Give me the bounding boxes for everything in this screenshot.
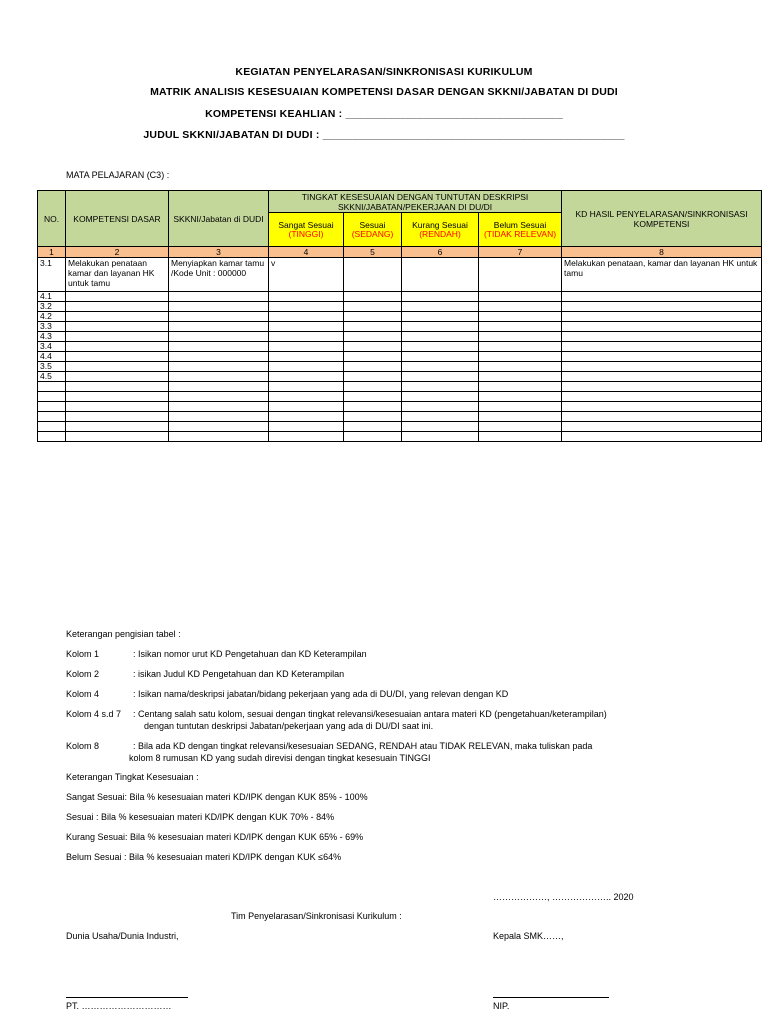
cell-kd-hasil[interactable]	[562, 372, 762, 382]
table-row	[38, 412, 762, 422]
cell-kompetensi-dasar[interactable]	[66, 372, 169, 382]
cell-skkni[interactable]	[169, 422, 269, 432]
keterangan-title: Keterangan pengisian tabel :	[66, 629, 181, 639]
table-row	[38, 382, 762, 392]
table-row	[38, 258, 762, 292]
cell-kd-hasil[interactable]	[562, 432, 762, 442]
cell-belum-sesuai[interactable]	[479, 422, 562, 432]
cell-sangat-sesuai[interactable]	[269, 422, 344, 432]
cell-kurang-sesuai[interactable]	[402, 392, 479, 402]
cell-sangat-sesuai[interactable]: v	[269, 258, 344, 292]
cell-belum-sesuai[interactable]	[479, 312, 562, 322]
cell-no[interactable]: 4.1	[38, 292, 66, 302]
cell-kurang-sesuai[interactable]	[402, 342, 479, 352]
cell-belum-sesuai[interactable]	[479, 258, 562, 292]
cell-kompetensi-dasar[interactable]: Melakukan penataan kamar dan layanan HK untuk tamu	[66, 258, 169, 292]
header-sesuai: Sesuai (SEDANG)	[344, 213, 402, 247]
column-number: 3	[169, 247, 269, 258]
table-row	[38, 392, 762, 402]
cell-kurang-sesuai[interactable]	[402, 402, 479, 412]
signature-left-name: PT. …………………………	[66, 1001, 172, 1011]
table-row	[38, 362, 762, 372]
cell-kurang-sesuai[interactable]	[402, 258, 479, 292]
cell-no[interactable]	[38, 422, 66, 432]
header-kompetensi-dasar: KOMPETENSI DASAR	[66, 191, 169, 247]
cell-no[interactable]: 3.4	[38, 342, 66, 352]
cell-no[interactable]: 3.3	[38, 322, 66, 332]
cell-kompetensi-dasar[interactable]	[66, 362, 169, 372]
column-number: 2	[66, 247, 169, 258]
cell-kompetensi-dasar[interactable]	[66, 292, 169, 302]
cell-sangat-sesuai[interactable]	[269, 302, 344, 312]
cell-sangat-sesuai[interactable]	[269, 352, 344, 362]
signature-right-name: NIP.	[493, 1001, 510, 1011]
cell-sesuai[interactable]	[344, 422, 402, 432]
doc-title-line1: KEGIATAN PENYELARASAN/SINKRONISASI KURIKULUM	[235, 66, 533, 78]
tingkat-title: Keterangan Tingkat Kesesuaian :	[66, 772, 199, 782]
table-row	[38, 342, 762, 352]
cell-sesuai[interactable]	[344, 392, 402, 402]
cell-kd-hasil[interactable]	[562, 422, 762, 432]
cell-sesuai[interactable]	[344, 382, 402, 392]
cell-sesuai[interactable]	[344, 332, 402, 342]
cell-belum-sesuai[interactable]	[479, 292, 562, 302]
cell-no[interactable]: 4.4	[38, 352, 66, 362]
cell-kompetensi-dasar[interactable]	[66, 352, 169, 362]
cell-kurang-sesuai[interactable]	[402, 302, 479, 312]
cell-kd-hasil[interactable]	[562, 362, 762, 372]
cell-skkni[interactable]	[169, 312, 269, 322]
cell-kompetensi-dasar[interactable]	[66, 302, 169, 312]
cell-no[interactable]: 3.2	[38, 302, 66, 312]
table-row	[38, 302, 762, 312]
cell-kd-hasil[interactable]	[562, 312, 762, 322]
cell-belum-sesuai[interactable]	[479, 332, 562, 342]
cell-belum-sesuai[interactable]	[479, 342, 562, 352]
cell-kd-hasil[interactable]: Melakukan penataan, kamar dan layanan HK untuk tamu	[562, 258, 762, 292]
column-number: 8	[562, 247, 762, 258]
cell-sangat-sesuai[interactable]	[269, 392, 344, 402]
cell-kurang-sesuai[interactable]	[402, 362, 479, 372]
cell-kd-hasil[interactable]	[562, 292, 762, 302]
cell-sesuai[interactable]	[344, 322, 402, 332]
cell-no[interactable]	[38, 382, 66, 392]
cell-kd-hasil[interactable]	[562, 412, 762, 422]
cell-skkni[interactable]	[169, 402, 269, 412]
cell-no[interactable]	[38, 412, 66, 422]
cell-kurang-sesuai[interactable]	[402, 412, 479, 422]
header-skkni: SKKNI/Jabatan di DUDI	[169, 191, 269, 247]
mata-pelajaran-label: MATA PELAJARAN (C3) :	[66, 170, 170, 180]
cell-kompetensi-dasar[interactable]	[66, 332, 169, 342]
table-row	[38, 372, 762, 382]
table-row	[38, 332, 762, 342]
cell-sesuai[interactable]	[344, 302, 402, 312]
cell-sangat-sesuai[interactable]	[269, 432, 344, 442]
cell-belum-sesuai[interactable]	[479, 402, 562, 412]
cell-kompetensi-dasar[interactable]	[66, 392, 169, 402]
column-number: 5	[344, 247, 402, 258]
cell-no[interactable]: 4.2	[38, 312, 66, 322]
cell-skkni[interactable]	[169, 332, 269, 342]
matrix-table	[37, 190, 762, 442]
table-row	[38, 432, 762, 442]
header-tingkat-kesesuaian: TINGKAT KESESUAIAN DENGAN TUNTUTAN DESKRIPSI SKKNI/JABATAN/PEKERJAAN DI DU/DI	[269, 191, 562, 213]
cell-belum-sesuai[interactable]	[479, 322, 562, 332]
cell-kd-hasil[interactable]	[562, 342, 762, 352]
kompetensi-keahlian-line: KOMPETENSI KEAHLIAN : ____________________________________	[205, 108, 563, 120]
cell-skkni[interactable]	[169, 342, 269, 352]
cell-sangat-sesuai[interactable]	[269, 362, 344, 372]
cell-skkni[interactable]	[169, 432, 269, 442]
cell-kurang-sesuai[interactable]	[402, 422, 479, 432]
cell-skkni[interactable]	[169, 372, 269, 382]
cell-sangat-sesuai[interactable]	[269, 372, 344, 382]
cell-sesuai[interactable]	[344, 362, 402, 372]
column-number: 7	[479, 247, 562, 258]
cell-skkni[interactable]	[169, 362, 269, 372]
cell-sangat-sesuai[interactable]	[269, 312, 344, 322]
cell-skkni[interactable]	[169, 392, 269, 402]
cell-sangat-sesuai[interactable]	[269, 332, 344, 342]
cell-kurang-sesuai[interactable]	[402, 372, 479, 382]
cell-kompetensi-dasar[interactable]	[66, 342, 169, 352]
cell-sesuai[interactable]	[344, 258, 402, 292]
cell-kd-hasil[interactable]	[562, 302, 762, 312]
cell-sesuai[interactable]	[344, 292, 402, 302]
cell-skkni[interactable]	[169, 302, 269, 312]
header-kurang-sesuai: Kurang Sesuai (RENDAH)	[402, 213, 479, 247]
cell-sangat-sesuai[interactable]	[269, 342, 344, 352]
cell-kompetensi-dasar[interactable]	[66, 312, 169, 322]
signature-left-line	[66, 997, 188, 998]
cell-no[interactable]: 3.1	[38, 258, 66, 292]
signature-date: ………………, ……………….. 2020	[493, 892, 634, 902]
cell-no[interactable]	[38, 392, 66, 402]
cell-sangat-sesuai[interactable]	[269, 322, 344, 332]
cell-skkni[interactable]	[169, 352, 269, 362]
cell-sangat-sesuai[interactable]	[269, 382, 344, 392]
cell-sesuai[interactable]	[344, 372, 402, 382]
cell-sesuai[interactable]	[344, 412, 402, 422]
cell-kd-hasil[interactable]	[562, 322, 762, 332]
cell-kompetensi-dasar[interactable]	[66, 322, 169, 332]
cell-no[interactable]: 3.5	[38, 362, 66, 372]
judul-skkni-line: JUDUL SKKNI/JABATAN DI DUDI : __________________________________________________	[143, 129, 625, 141]
cell-belum-sesuai[interactable]	[479, 302, 562, 312]
tingkat-item: Kurang Sesuai: Bila % kesesuaian materi KD/IPK dengan KUK 65% - 69%	[66, 832, 364, 842]
cell-skkni[interactable]	[169, 322, 269, 332]
cell-no[interactable]: 4.5	[38, 372, 66, 382]
cell-kurang-sesuai[interactable]	[402, 352, 479, 362]
header-sangat-sesuai: Sangat Sesuai (TINGGI)	[269, 213, 344, 247]
table-row	[38, 422, 762, 432]
cell-kurang-sesuai[interactable]	[402, 292, 479, 302]
cell-belum-sesuai[interactable]	[479, 362, 562, 372]
cell-kompetensi-dasar[interactable]	[66, 432, 169, 442]
cell-sangat-sesuai[interactable]	[269, 402, 344, 412]
column-number: 1	[38, 247, 66, 258]
table-row	[38, 322, 762, 332]
cell-kurang-sesuai[interactable]	[402, 322, 479, 332]
cell-belum-sesuai[interactable]	[479, 382, 562, 392]
cell-skkni[interactable]: Menyiapkan kamar tamu /Kode Unit : 000000	[169, 258, 269, 292]
column-number: 6	[402, 247, 479, 258]
cell-belum-sesuai[interactable]	[479, 412, 562, 422]
cell-kurang-sesuai[interactable]	[402, 312, 479, 322]
cell-kompetensi-dasar[interactable]	[66, 402, 169, 412]
cell-kd-hasil[interactable]	[562, 392, 762, 402]
cell-belum-sesuai[interactable]	[479, 372, 562, 382]
tingkat-item: Belum Sesuai : Bila % kesesuaian materi KD/IPK dengan KUK ≤64%	[66, 852, 342, 862]
cell-kompetensi-dasar[interactable]	[66, 422, 169, 432]
cell-skkni[interactable]	[169, 292, 269, 302]
cell-kurang-sesuai[interactable]	[402, 332, 479, 342]
cell-sangat-sesuai[interactable]	[269, 292, 344, 302]
table-row	[38, 402, 762, 412]
cell-kd-hasil[interactable]	[562, 332, 762, 342]
cell-belum-sesuai[interactable]	[479, 392, 562, 402]
cell-kurang-sesuai[interactable]	[402, 432, 479, 442]
cell-skkni[interactable]	[169, 412, 269, 422]
cell-sesuai[interactable]	[344, 402, 402, 412]
header-belum-sesuai: Belum Sesuai (TIDAK RELEVAN)	[479, 213, 562, 247]
table-row	[38, 312, 762, 322]
cell-no[interactable]: 4.3	[38, 332, 66, 342]
cell-kompetensi-dasar[interactable]	[66, 382, 169, 392]
cell-sesuai[interactable]	[344, 352, 402, 362]
cell-kd-hasil[interactable]	[562, 352, 762, 362]
cell-no[interactable]	[38, 432, 66, 442]
cell-sesuai[interactable]	[344, 312, 402, 322]
cell-skkni[interactable]	[169, 382, 269, 392]
signature-left-role: Dunia Usaha/Dunia Industri,	[66, 931, 179, 941]
cell-sangat-sesuai[interactable]	[269, 412, 344, 422]
cell-kurang-sesuai[interactable]	[402, 382, 479, 392]
cell-kd-hasil[interactable]	[562, 382, 762, 392]
column-number-row	[38, 247, 762, 258]
tingkat-item: Sesuai : Bila % kesesuaian materi KD/IPK dengan KUK 70% - 84%	[66, 812, 335, 822]
column-number: 4	[269, 247, 344, 258]
cell-sesuai[interactable]	[344, 342, 402, 352]
cell-kompetensi-dasar[interactable]	[66, 412, 169, 422]
cell-sesuai[interactable]	[344, 432, 402, 442]
header-no: NO.	[38, 191, 66, 247]
tingkat-item: Sangat Sesuai: Bila % kesesuaian materi KD/IPK dengan KUK 85% - 100%	[66, 792, 368, 802]
header-kd-hasil: KD HASIL PENYELARASAN/SINKRONISASI KOMPETENSI	[562, 191, 762, 247]
cell-belum-sesuai[interactable]	[479, 352, 562, 362]
signature-right-line	[493, 997, 609, 998]
doc-title-line2: MATRIK ANALISIS KESESUAIAN KOMPETENSI DASAR DENGAN SKKNI/JABATAN DI DUDI	[150, 86, 618, 98]
table-row	[38, 352, 762, 362]
cell-belum-sesuai[interactable]	[479, 432, 562, 442]
table-row	[38, 292, 762, 302]
signature-team: Tim Penyelarasan/Sinkronisasi Kurikulum :	[231, 911, 402, 921]
signature-right-role: Kepala SMK……,	[493, 931, 564, 941]
cell-kd-hasil[interactable]	[562, 402, 762, 412]
cell-no[interactable]	[38, 402, 66, 412]
